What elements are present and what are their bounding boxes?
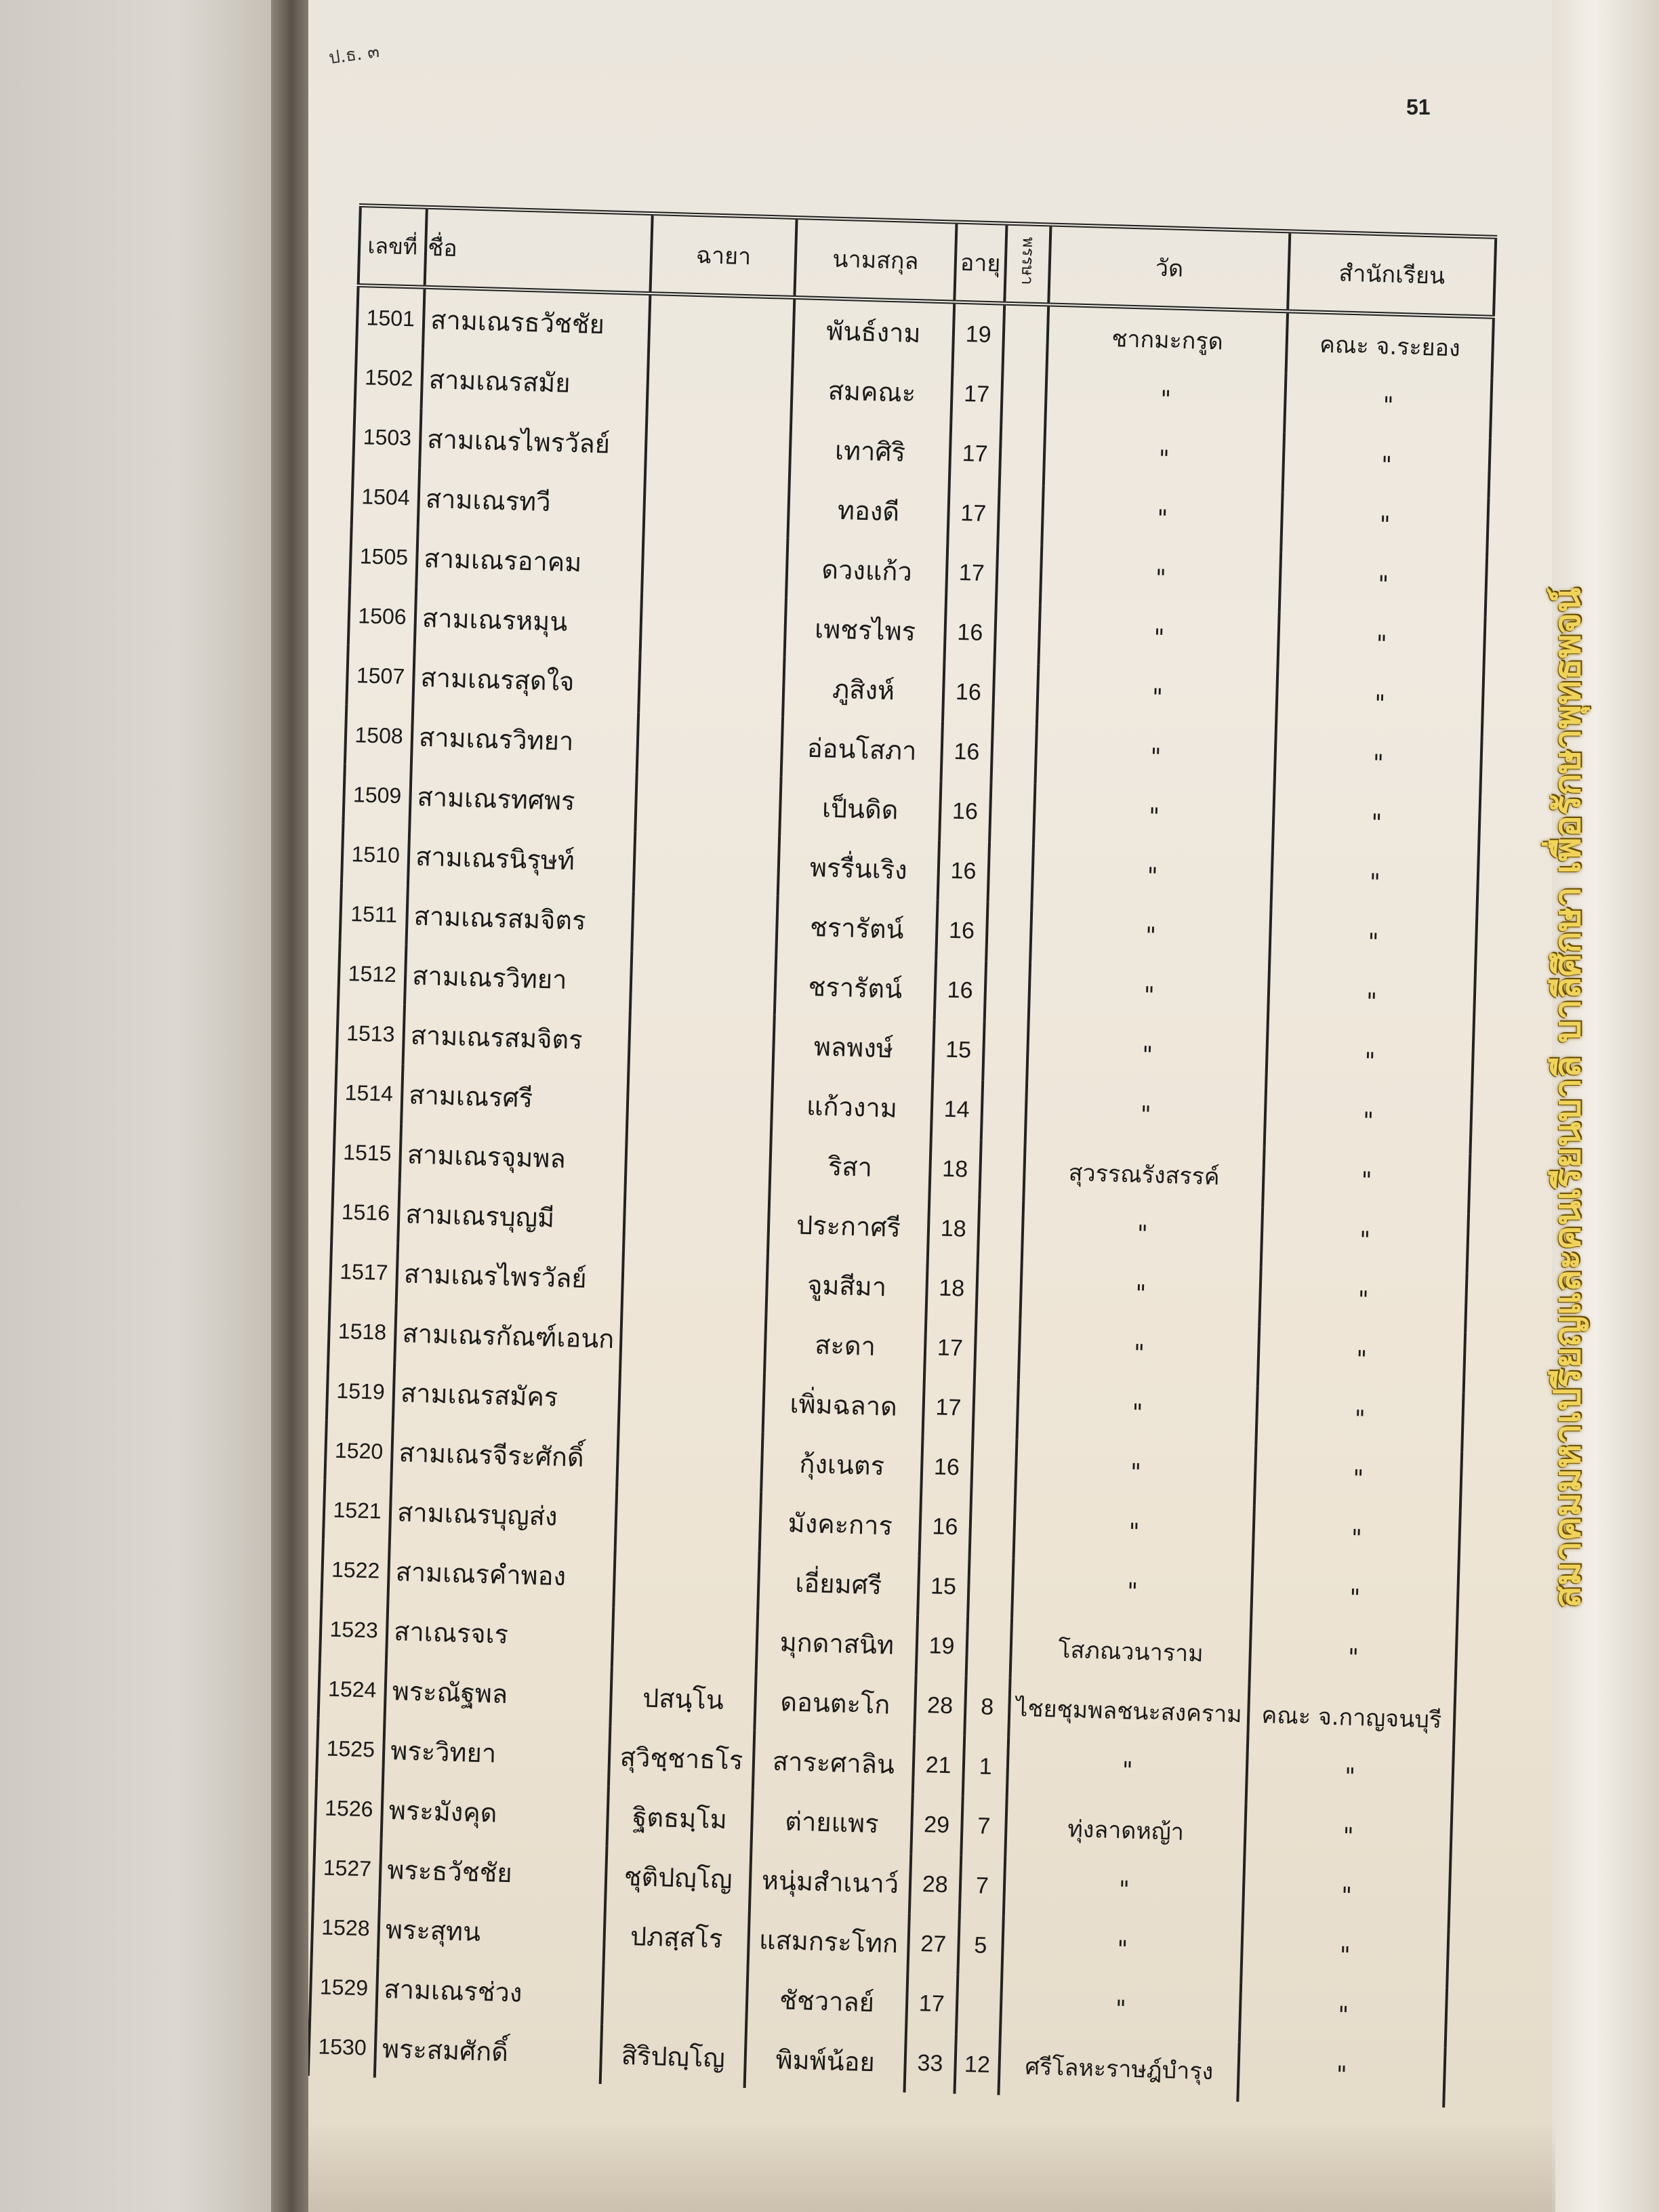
cell-wat: " — [1037, 664, 1278, 731]
cell-age: 17 — [951, 364, 1002, 425]
cell-surname: อ่อนโสภา — [781, 717, 943, 781]
cell-pansa — [986, 901, 1032, 962]
cell-pansa — [968, 1557, 1014, 1618]
cell-pansa — [979, 1140, 1025, 1201]
cell-pansa: 5 — [958, 1915, 1004, 1976]
cell-chaya — [623, 1190, 769, 1254]
cell-surname: สมคณะ — [791, 359, 952, 424]
cell-chaya — [642, 534, 787, 598]
cell-surname: เทาศิริ — [790, 419, 951, 483]
cell-wat: สุวรรณรังสรรค์ — [1023, 1141, 1265, 1208]
header-surname: นามสกุล — [794, 218, 956, 302]
cell-school: " — [1263, 1148, 1471, 1213]
cell-pansa — [971, 1438, 1017, 1499]
cell-name: สามเณรหมุน — [415, 588, 642, 653]
cell-wat: " — [1000, 1976, 1242, 2043]
cell-chaya: สิริปญฺโญ — [600, 2024, 746, 2088]
cell-name: พระมังคุด — [382, 1780, 609, 1845]
cell-no: 1512 — [338, 943, 407, 1005]
cell-school: " — [1266, 1029, 1473, 1094]
cell-wat: " — [1007, 1738, 1248, 1804]
cell-surname: พลพงษ์ — [773, 1015, 934, 1080]
cell-no: 1529 — [310, 1957, 378, 2018]
header-wat: วัด — [1048, 225, 1290, 312]
cell-pansa — [994, 603, 1040, 664]
cell-no: 1503 — [353, 407, 422, 468]
cell-surname: เอี่ยมศรี — [758, 1551, 919, 1616]
cell-wat: " — [1042, 485, 1283, 552]
cell-surname: เพิ่มฉลาด — [763, 1372, 924, 1437]
cell-school: " — [1260, 1267, 1467, 1332]
cell-chaya: ปสนฺโน — [610, 1666, 756, 1730]
cell-chaya — [634, 832, 779, 896]
cell-chaya: สุวิชฺชาธโร — [609, 1726, 754, 1790]
cell-pansa — [976, 1259, 1022, 1320]
cell-no: 1501 — [356, 285, 425, 349]
cell-pansa — [972, 1378, 1019, 1439]
cell-no: 1518 — [328, 1300, 396, 1362]
cell-chaya: ชุติปญฺโญ — [605, 1845, 751, 1909]
cell-wat: " — [1032, 843, 1273, 909]
cell-wat: " — [1004, 1857, 1245, 1923]
cell-chaya — [643, 474, 789, 538]
cell-chaya — [617, 1428, 762, 1492]
cell-name: สามเณรบุญมี — [398, 1183, 625, 1249]
cell-age: 16 — [937, 840, 989, 901]
watermark-text: สมาคมมหาเปรียญและคนเรียนบาลี บาลีศึกษา เพื่อรักษาพุทธพจน์ — [1546, 588, 1589, 1608]
cell-school: " — [1256, 1387, 1464, 1452]
cell-name: สามเณรอาคม — [416, 528, 643, 594]
cell-wat: " — [1040, 545, 1282, 611]
cell-no: 1524 — [319, 1658, 387, 1720]
cell-no: 1506 — [348, 586, 417, 647]
cell-wat: " — [1015, 1439, 1256, 1506]
cell-pansa — [956, 1975, 1002, 2036]
cell-age: 16 — [939, 781, 991, 842]
cell-surname: แสมกระโทก — [748, 1909, 909, 1973]
cell-chaya — [645, 415, 791, 478]
cell-age: 27 — [907, 1914, 959, 1975]
cell-pansa — [975, 1319, 1021, 1380]
cell-surname: เพชรไพร — [785, 598, 946, 662]
cell-no: 1528 — [312, 1897, 380, 1959]
results-table-wrapper — [308, 203, 1497, 2108]
cell-no: 1527 — [313, 1837, 382, 1899]
cell-surname: ภูสิงห์ — [783, 657, 944, 722]
cell-name: สามเณรวิทยา — [405, 945, 632, 1010]
cell-chaya — [638, 653, 784, 717]
cell-chaya: ฐิตธมฺโม — [607, 1786, 752, 1849]
cell-pansa — [989, 782, 1036, 843]
cell-pansa — [996, 544, 1042, 605]
cell-school: " — [1246, 1744, 1454, 1809]
cell-surname: ชัชวาลย์ — [746, 1969, 907, 2033]
cell-surname: สะดา — [764, 1313, 926, 1377]
cell-surname: ชรารัตน์ — [776, 896, 937, 960]
cell-no: 1508 — [345, 705, 413, 766]
cell-age: 14 — [931, 1079, 983, 1140]
cell-name: พระวิทยา — [383, 1720, 610, 1786]
cell-no: 1502 — [355, 347, 424, 409]
cell-wat: " — [1020, 1261, 1261, 1327]
cell-pansa — [983, 1021, 1029, 1082]
header-school: สำนักเรียน — [1288, 231, 1496, 316]
cell-age: 21 — [913, 1735, 964, 1796]
cell-chaya — [632, 892, 777, 956]
cell-chaya — [630, 951, 776, 1015]
cell-pansa: 7 — [959, 1856, 1005, 1917]
cell-age: 16 — [935, 960, 986, 1021]
cell-age: 16 — [936, 900, 987, 961]
cell-school: คณะ จ.ระยอง — [1286, 311, 1494, 378]
cell-school: " — [1253, 1506, 1460, 1571]
cell-name: พระสมศักดิ์ — [375, 2018, 602, 2084]
cell-surname: มุกดาสนิท — [756, 1611, 918, 1675]
cell-chaya — [622, 1249, 768, 1313]
cell-school: " — [1243, 1863, 1450, 1928]
cell-wat: " — [1033, 783, 1275, 850]
cell-name: สามเณรไพรวัลย์ — [396, 1243, 623, 1309]
cell-name: สามเณรศรี — [401, 1064, 628, 1130]
cell-surname: พรรื่นเริง — [778, 836, 939, 901]
cell-name: สามเณรสุดใจ — [413, 647, 640, 713]
cell-age: 16 — [921, 1437, 972, 1498]
cell-surname: กุ้งเนตร — [761, 1432, 922, 1496]
cell-chaya — [637, 713, 783, 777]
cell-age: 18 — [929, 1139, 981, 1200]
cell-surname: พันธ์งาม — [793, 298, 954, 364]
cell-no: 1525 — [316, 1718, 385, 1780]
bottom-shadow — [308, 2121, 1555, 2212]
cell-school: " — [1269, 909, 1477, 975]
cell-age: 17 — [922, 1377, 974, 1438]
cell-age: 17 — [947, 483, 999, 544]
results-table — [308, 203, 1497, 2108]
document-page — [308, 0, 1555, 2212]
cell-no: 1505 — [350, 526, 418, 588]
header-mark: ป.ธ. ๓ — [327, 41, 381, 69]
cell-name: พระณัฐพล — [385, 1660, 612, 1726]
cell-wat: " — [1014, 1499, 1255, 1565]
cell-pansa — [993, 663, 1039, 724]
cell-name: สามเณรจีระศักดิ์ — [391, 1422, 618, 1488]
cell-wat: ศรีโลหะราษฎ์บำรุง — [999, 2035, 1240, 2102]
cell-wat: " — [1027, 1022, 1268, 1088]
cell-no: 1511 — [340, 884, 409, 945]
cell-surname: พิมพ์น้อย — [745, 2028, 906, 2093]
cell-pansa: 1 — [962, 1736, 1008, 1797]
cell-wat: ชากมะกรูด — [1047, 304, 1288, 373]
cell-age: 19 — [953, 302, 1004, 365]
cell-no: 1504 — [352, 466, 420, 528]
cell-wat: " — [1045, 366, 1286, 432]
cell-chaya — [613, 1547, 759, 1611]
cell-school: " — [1275, 731, 1482, 796]
cell-surname: ทองดี — [788, 478, 949, 543]
cell-no: 1519 — [327, 1360, 395, 1422]
cell-no: 1523 — [320, 1599, 388, 1660]
cell-wat: ไชยชุมพลชนะสงคราม — [1008, 1678, 1250, 1744]
cell-school: " — [1242, 1923, 1449, 1988]
cell-surname: ต่ายแพร — [751, 1790, 912, 1854]
cell-pansa — [966, 1617, 1012, 1678]
cell-chaya — [647, 355, 792, 419]
cell-wat: ทุ่งลาดหญ้า — [1005, 1797, 1246, 1864]
cell-chaya — [628, 1011, 774, 1075]
cell-pansa — [1002, 304, 1048, 367]
cell-chaya — [612, 1607, 758, 1671]
cell-pansa — [977, 1200, 1023, 1261]
cell-wat: โสภณวนาราม — [1010, 1618, 1252, 1685]
cell-name: สามเณรช่วง — [376, 1959, 603, 2024]
cell-no: 1516 — [331, 1181, 400, 1243]
cell-age: 15 — [933, 1019, 984, 1080]
cell-chaya — [649, 293, 795, 359]
cell-wat: " — [1036, 724, 1277, 790]
cell-name: สามเณรทวี — [418, 468, 645, 534]
cell-school: คณะ จ.กาญจนบุรี — [1248, 1685, 1455, 1750]
cell-school: " — [1273, 790, 1480, 855]
cell-no: 1521 — [323, 1479, 392, 1541]
cell-wat: " — [1030, 903, 1271, 969]
cell-pansa — [981, 1080, 1027, 1141]
cell-wat: " — [1019, 1320, 1260, 1387]
cell-name: สามเณรสมัคร — [393, 1362, 620, 1428]
cell-name: สามเณรคำพอง — [388, 1541, 615, 1607]
cell-age: 16 — [944, 602, 996, 663]
cell-age: 16 — [919, 1496, 970, 1557]
cell-surname: ริสา — [769, 1134, 930, 1199]
cell-wat: " — [1002, 1917, 1243, 1983]
cell-age: 17 — [946, 542, 998, 603]
cell-name: สามเณรสมจิตร — [407, 885, 634, 951]
cell-chaya — [619, 1368, 764, 1432]
cell-school: " — [1251, 1565, 1458, 1631]
cell-surname: ดอนตะโก — [754, 1671, 916, 1735]
cell-wat: " — [1039, 605, 1280, 671]
cell-name: สามเณรไพรวัลย์ — [419, 409, 647, 474]
cell-pansa — [1001, 365, 1047, 426]
cell-surname: มังคะการ — [760, 1492, 921, 1556]
cell-school: " — [1283, 432, 1490, 497]
cell-name: สาเณรจเร — [386, 1601, 613, 1666]
cell-chaya — [625, 1130, 771, 1194]
header-chaya: ฉายา — [650, 213, 796, 298]
cell-school: " — [1278, 611, 1486, 676]
cell-pansa — [984, 961, 1030, 1022]
header-name: ชื่อ — [425, 207, 653, 293]
cell-no: 1517 — [330, 1241, 398, 1303]
watermark-banner — [1540, 461, 1594, 1735]
cell-age: 16 — [943, 661, 994, 722]
cell-age: 17 — [924, 1317, 976, 1378]
cell-age: 15 — [918, 1556, 969, 1617]
cell-school: " — [1279, 552, 1487, 617]
cell-surname: หนุ่มสำเนาว์ — [750, 1849, 911, 1914]
cell-school: " — [1258, 1327, 1465, 1392]
page-number: 51 — [1406, 95, 1431, 119]
cell-school: " — [1245, 1803, 1452, 1868]
cell-wat: " — [1017, 1380, 1258, 1446]
cell-name: พระธวัชชัย — [380, 1839, 607, 1905]
cell-pansa — [991, 722, 1037, 783]
cell-wat: " — [1025, 1082, 1267, 1148]
cell-no: 1530 — [308, 2016, 376, 2078]
cell-name: สามเณรกัณฑ์เอนก — [394, 1303, 621, 1368]
cell-chaya: ปภสฺสโร — [604, 1905, 750, 1969]
cell-no: 1509 — [343, 764, 411, 826]
cell-pansa: 8 — [964, 1677, 1010, 1738]
cell-surname: ประกาศรี — [768, 1193, 929, 1258]
cell-name: สามเณรสมจิตร — [403, 1004, 630, 1070]
left-page — [0, 0, 298, 2212]
cell-school: " — [1254, 1446, 1462, 1511]
header-no: เลขที่ — [359, 205, 427, 287]
cell-wat: " — [1022, 1201, 1263, 1267]
cell-wat: " — [1012, 1559, 1253, 1625]
cell-no: 1514 — [335, 1063, 403, 1124]
cell-no: 1526 — [315, 1778, 384, 1839]
header-pansa-label: พรรษา — [1017, 237, 1038, 285]
cell-school: " — [1284, 373, 1492, 438]
cell-no: 1507 — [346, 645, 415, 707]
cell-name: สามเณรจุมพล — [400, 1124, 627, 1189]
cell-pansa — [987, 842, 1033, 903]
cell-chaya — [602, 1965, 747, 2028]
cell-pansa: 12 — [954, 2034, 1000, 2095]
cell-age: 17 — [906, 1973, 958, 2034]
cell-school: " — [1271, 850, 1479, 915]
cell-age: 19 — [916, 1616, 968, 1677]
cell-school: " — [1240, 1982, 1447, 2047]
cell-school: " — [1250, 1625, 1457, 1690]
cell-name: พระสุทน — [378, 1899, 605, 1965]
cell-surname: ชรารัตน์ — [775, 956, 936, 1020]
cell-surname: จูมสีมา — [766, 1253, 928, 1317]
header-age: อายุ — [954, 222, 1006, 304]
cell-chaya — [635, 773, 781, 836]
cell-age: 28 — [914, 1675, 966, 1736]
cell-no: 1515 — [333, 1122, 402, 1184]
cell-age: 18 — [926, 1258, 977, 1319]
cell-name: สามเณรนิรุษท์ — [408, 825, 635, 891]
cell-no: 1520 — [325, 1420, 393, 1481]
cell-name: สามเณรทศพร — [409, 766, 636, 832]
cell-wat: " — [1044, 426, 1285, 492]
cell-surname: แก้วงาม — [771, 1075, 933, 1139]
cell-age: 16 — [941, 721, 992, 782]
cell-chaya — [640, 594, 786, 657]
cell-name: สามเณรบุญส่ง — [390, 1481, 617, 1547]
cell-pansa: 7 — [961, 1796, 1007, 1857]
cell-no: 1522 — [321, 1539, 390, 1601]
cell-pansa — [999, 425, 1045, 486]
cell-age: 29 — [911, 1795, 962, 1856]
cell-school: " — [1265, 1088, 1472, 1153]
cell-name: สามเณรธวัชชัย — [423, 287, 650, 355]
cell-pansa — [969, 1498, 1015, 1559]
cell-surname: สาระศาลิน — [753, 1730, 914, 1795]
cell-no: 1510 — [342, 824, 410, 886]
cell-no: 1513 — [337, 1003, 405, 1065]
cell-school: " — [1261, 1208, 1469, 1273]
cell-surname: ดวงแก้ว — [786, 538, 947, 602]
cell-age: 28 — [909, 1854, 961, 1915]
book-spine — [271, 0, 312, 2212]
cell-surname: เป็นดิด — [779, 777, 941, 841]
cell-school: " — [1282, 492, 1489, 557]
cell-age: 17 — [949, 424, 1001, 485]
cell-name: สามเณรวิทยา — [411, 707, 638, 773]
cell-wat: " — [1029, 962, 1270, 1029]
cell-chaya — [620, 1309, 766, 1372]
cell-age: 33 — [904, 2033, 956, 2094]
cell-pansa — [998, 485, 1044, 546]
cell-chaya — [627, 1071, 773, 1134]
cell-school: " — [1268, 969, 1475, 1034]
cell-school: " — [1238, 2042, 1446, 2107]
cell-age: 18 — [928, 1198, 979, 1259]
cell-school: " — [1276, 671, 1483, 736]
cell-chaya — [615, 1488, 761, 1551]
header-pansa — [1004, 224, 1051, 305]
cell-name: สามเณรสมัย — [422, 349, 649, 415]
table-body — [308, 285, 1494, 2108]
